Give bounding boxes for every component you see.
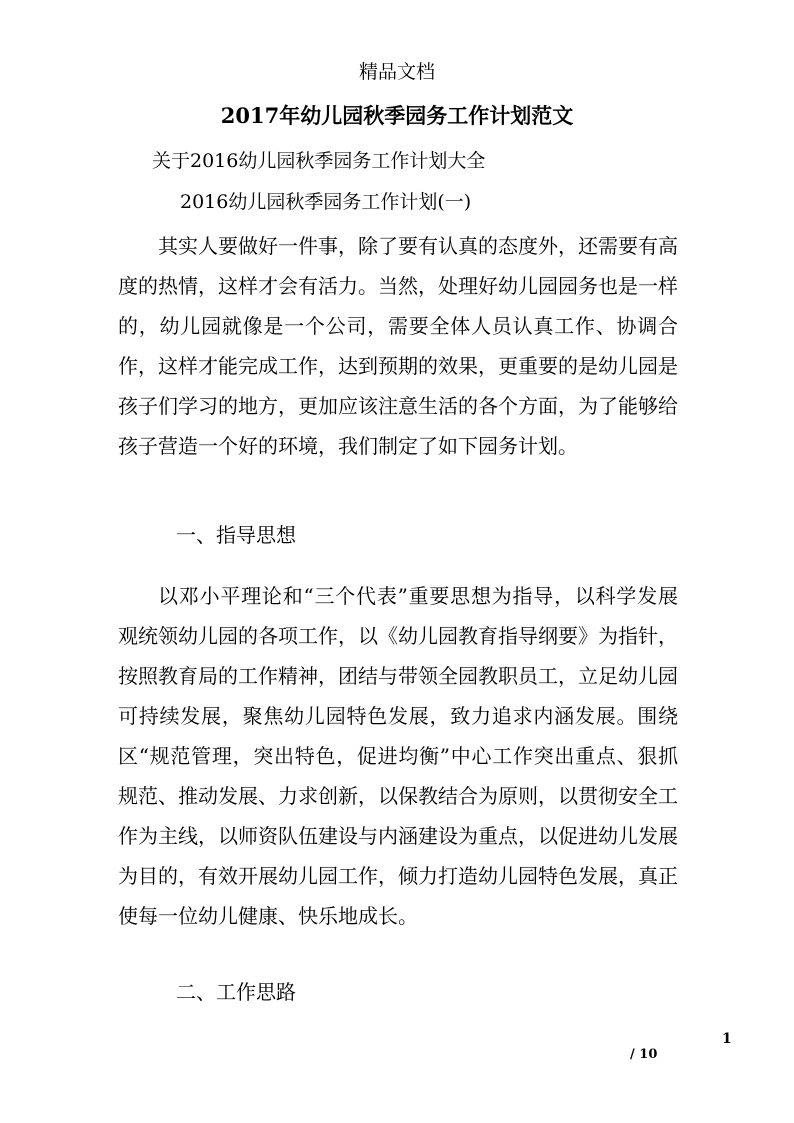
subtitle-line-2: 2016幼儿园秋季园务工作计划(一) <box>180 191 472 213</box>
guiding-thought-paragraph: 以邓小平理论和“三个代表”重要思想为指导，以科学发展观统领幼儿园的各项工作，以《幼儿园教育指导纲要》为指针，按照教育局的工作精神，团结与带领全园教职员工，立足幼儿园可持续发展，聚焦幼儿园特色发展，致力追求内涵发展。围绕区“规范管理，突出特色，促进均衡”中心工作突出重点、狠抓规范、推动发展、力求创新，以保教结合为原则，以贯彻安全工作为主线，以师资队伍建设与内涵建设为重点，以促进幼儿发展为目的，有效开展幼儿园工作，倾力打造幼儿园特色发展，真正使每一位幼儿健康、快乐地成长。 <box>118 584 678 928</box>
intro-paragraph: 其实人要做好一件事，除了要有认真的态度外，还需要有高度的热情，这样才会有活力。当然，处理好幼儿园园务也是一样的，幼儿园就像是一个公司，需要全体人员认真工作、协调合作，这样才能完成工作，达到预期的效果，更重要的是幼儿园是孩子们学习的地方，更加应该注意生活的各个方面，为了能够给孩子营造一个好的环境，我们制定了如下园务计划。 <box>118 234 678 458</box>
section-heading-work-approach: 二、工作思路 <box>176 980 296 1004</box>
document-title: 2017年幼儿园秋季园务工作计划范文 <box>220 103 574 128</box>
subtitle-line-1: 关于2016幼儿园秋季园务工作计划大全 <box>152 150 486 172</box>
page-number: 1 <box>722 1031 732 1047</box>
section-heading-guiding-thought: 一、指导思想 <box>176 523 296 547</box>
page-header: 精品文档 <box>358 61 435 83</box>
page-total: / 10 <box>630 1047 658 1062</box>
